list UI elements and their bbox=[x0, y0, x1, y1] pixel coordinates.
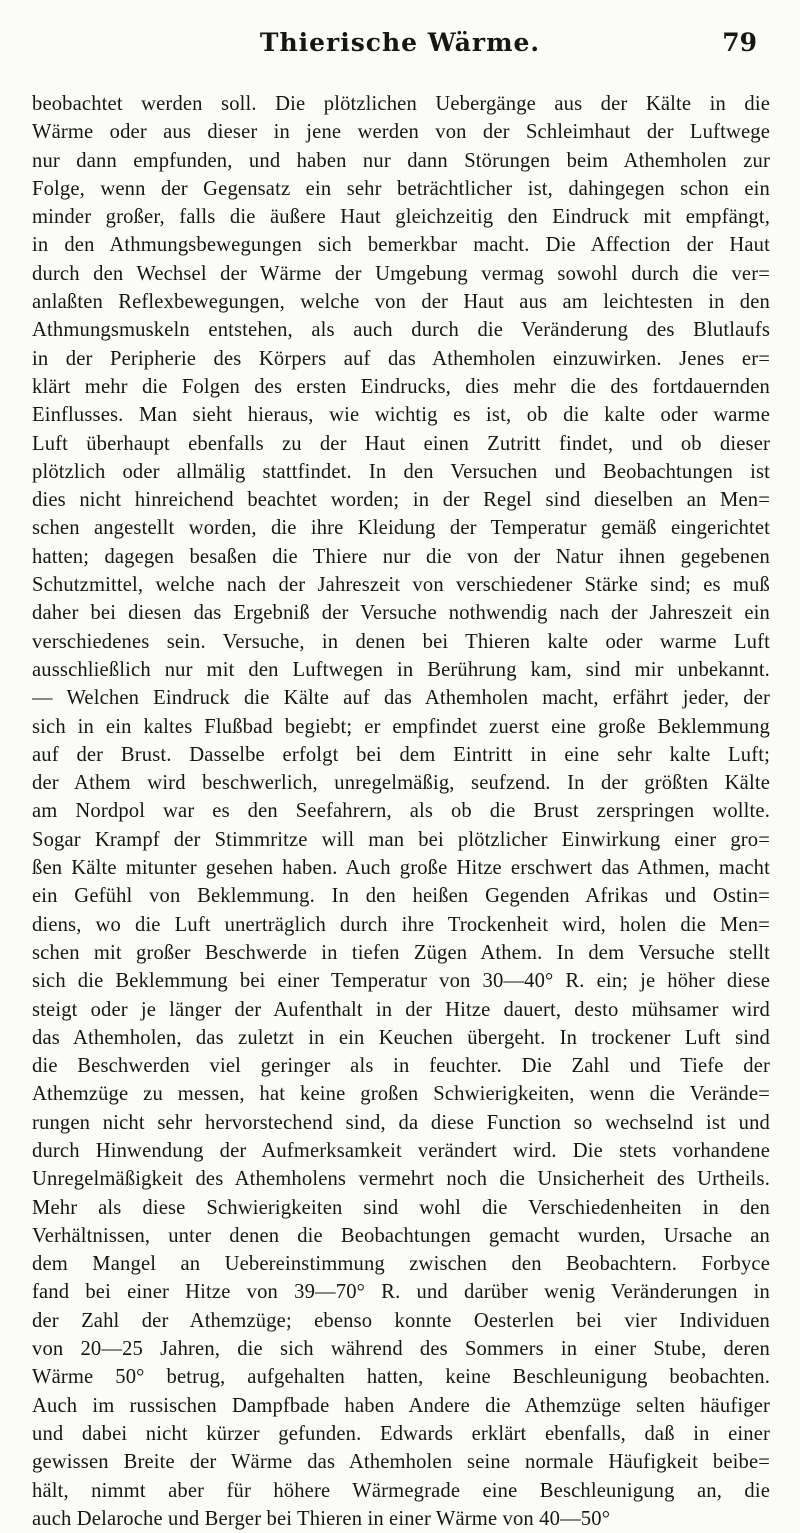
text-line: Unregelmäßigkeit des Athemholens vermehrt noch die Unsicherheit des Urtheils. bbox=[32, 1168, 770, 1191]
text-line: ein Gefühl von Beklemmung. In den heißen Gegenden Afrikas und Ostin= bbox=[32, 885, 770, 908]
text-line: minder großer, falls die äußere Haut gleichzeitig den Eindruck mit empfängt, bbox=[32, 206, 770, 229]
text-line: auf der Brust. Dasselbe erfolgt bei dem Eintritt in eine sehr kalte Luft; bbox=[32, 743, 770, 766]
text-line: hält, nimmt aber für höhere Wärmegrade eine Beschleunigung an, die bbox=[32, 1479, 770, 1502]
text-line: steigt oder je länger der Aufenthalt in der Hitze dauert, desto mühsamer wird bbox=[32, 998, 770, 1021]
text-line: auch Delaroche und Berger bei Thieren in einer Wärme von 40—50° bbox=[32, 1507, 611, 1530]
text-line: durch Hinwendung der Aufmerksamkeit verändert wird. Die stets vorhandene bbox=[32, 1139, 770, 1162]
text-line: sich die Beklemmung bei einer Temperatur von 30—40° R. ein; je höher diese bbox=[32, 970, 770, 993]
text-line: Athmungsmuskeln entstehen, als auch durch die Veränderung des Blutlaufs bbox=[32, 319, 770, 342]
text-line: Verhältnissen, unter denen die Beobachtungen gemacht wurden, Ursache an bbox=[32, 1224, 770, 1247]
text-line: Schutzmittel, welche nach der Jahreszeit von verschiedener Stärke sind; es muß bbox=[32, 574, 770, 597]
text-line: Sogar Krampf der Stimmritze will man bei plötzlicher Einwirkung einer gro= bbox=[32, 828, 770, 851]
text-line: und dabei nicht kürzer gefunden. Edwards erklärt ebenfalls, daß in einer bbox=[32, 1422, 770, 1445]
text-line: klärt mehr die Folgen des ersten Eindrucks, dies mehr die des fortdauernden bbox=[32, 375, 770, 398]
text-line: Auch im russischen Dampfbade haben Andere die Athemzüge selten häufiger bbox=[32, 1394, 770, 1417]
text-line: beobachtet werden soll. Die plötzlichen Uebergänge aus der Kälte in die bbox=[32, 93, 770, 115]
text-line: Folge, wenn der Gegensatz ein sehr beträchtlicher ist, dahingegen schon ein bbox=[32, 177, 770, 200]
text-line: nur dann empfunden, und haben nur dann Störungen beim Athemholen zur bbox=[32, 149, 770, 172]
text-line: hatten; dagegen besaßen die Thiere nur die von der Natur ihnen gegebenen bbox=[32, 545, 770, 568]
text-line: der Zahl der Athemzüge; ebenso konnte Oesterlen bei vier Individuen bbox=[32, 1309, 770, 1332]
text-line: gewissen Breite der Wärme das Athemholen seine normale Häufigkeit beibe= bbox=[32, 1451, 770, 1474]
page-number: 79 bbox=[722, 28, 757, 57]
running-head-title: Thierische Wärme. bbox=[259, 28, 541, 57]
text-line: sich in ein kaltes Flußbad begiebt; er empfindet zuerst eine große Beklemmung bbox=[32, 715, 770, 738]
text-line: am Nordpol war es den Seefahrern, als ob die Brust zerspringen wollte. bbox=[32, 800, 770, 823]
text-line: schen angestellt worden, die ihre Kleidung der Temperatur gemäß eingerichtet bbox=[32, 517, 770, 540]
text-line: schen mit großer Beschwerde in tiefen Zügen Athem. In dem Versuche stellt bbox=[32, 941, 770, 964]
text-line: die Beschwerden viel geringer als in feuchter. Die Zahl und Tiefe der bbox=[32, 1055, 770, 1078]
text-line: dem Mangel an Uebereinstimmung zwischen den Beobachtern. Forbyce bbox=[32, 1253, 770, 1276]
text-line: durch den Wechsel der Wärme der Umgebung vermag sowohl durch die ver= bbox=[32, 262, 770, 285]
text-line: Athemzüge zu messen, hat keine großen Schwierigkeiten, wenn die Verände= bbox=[32, 1083, 770, 1106]
text-line: — Welchen Eindruck die Kälte auf das Athemholen macht, erfährt jeder, der bbox=[32, 687, 770, 710]
text-line: diens, wo die Luft unerträglich durch ihre Trockenheit wird, holen die Men= bbox=[32, 913, 770, 936]
text-line: ßen Kälte mitunter gesehen haben. Auch große Hitze erschwert das Athmen, macht bbox=[32, 857, 770, 880]
text-line: Mehr als diese Schwierigkeiten sind wohl die Verschiedenheiten in den bbox=[32, 1196, 770, 1219]
text-line: ausschließlich nur mit den Luftwegen in Berührung kam, sind mir unbekannt. bbox=[32, 658, 770, 681]
body-text bbox=[32, 90, 770, 1533]
text-line: das Athemholen, das zuletzt in ein Keuchen übergeht. In trockener Luft sind bbox=[32, 1026, 770, 1049]
running-head bbox=[0, 28, 800, 68]
text-line: Einflusses. Man sieht hieraus, wie wichtig es ist, ob die kalte oder warme bbox=[32, 404, 770, 427]
text-line: Luft überhaupt ebenfalls zu der Haut einen Zutritt findet, und ob dieser bbox=[32, 432, 770, 455]
text-line: dies nicht hinreichend beachtet worden; in der Regel sind dieselben an Men= bbox=[32, 489, 770, 512]
text-line: rungen nicht sehr hervorstechend sind, da diese Function so wechselnd ist und bbox=[32, 1111, 770, 1134]
text-line: Wärme oder aus dieser in jene werden von der Schleimhaut der Luftwege bbox=[32, 121, 770, 144]
text-line: der Athem wird beschwerlich, unregelmäßig, seufzend. In der größten Kälte bbox=[32, 772, 770, 795]
text-line: plötzlich oder allmälig stattfindet. In den Versuchen und Beobachtungen ist bbox=[32, 460, 770, 483]
text-line: Wärme 50° betrug, aufgehalten hatten, keine Beschleunigung beobachten. bbox=[32, 1366, 770, 1389]
text-line: in der Peripherie des Körpers auf das Athemholen einzuwirken. Jenes er= bbox=[32, 347, 770, 370]
text-line: fand bei einer Hitze von 39—70° R. und darüber wenig Veränderungen in bbox=[32, 1281, 770, 1304]
text-line: von 20—25 Jahren, die sich während des Sommers in einer Stube, deren bbox=[32, 1338, 770, 1361]
text-line: in den Athmungsbewegungen sich bemerkbar macht. Die Affection der Haut bbox=[32, 234, 770, 257]
text-line: anlaßten Reflexbewegungen, welche von der Haut aus am leichtesten in den bbox=[32, 291, 770, 314]
text-line: daher bei diesen das Ergebniß der Versuche nothwendig nach der Jahreszeit ein bbox=[32, 602, 770, 625]
text-line: verschiedenes sein. Versuche, in denen bei Thieren kalte oder warme Luft bbox=[32, 630, 770, 653]
